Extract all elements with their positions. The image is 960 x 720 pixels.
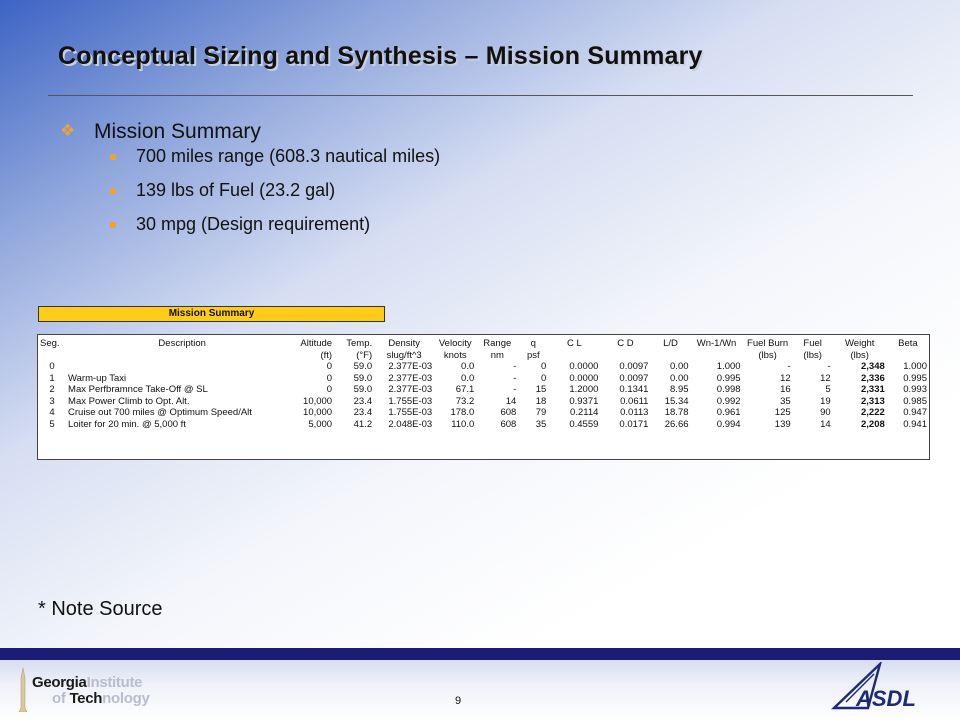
table-cell: 608 xyxy=(500,418,517,430)
unit-label: (°F) xyxy=(356,349,373,361)
table-cell: 2,313 xyxy=(860,395,885,407)
footer-bar xyxy=(0,648,960,660)
table-cell: 59.0 xyxy=(353,384,373,396)
table-cell: Cruise out 700 miles @ Optimum Speed/Alt xyxy=(68,407,252,419)
table-cell: 0.993 xyxy=(903,384,927,396)
page-number: 9 xyxy=(455,695,462,707)
table-cell: 608 xyxy=(500,407,517,419)
table-cell: 0 xyxy=(326,384,333,396)
title-divider xyxy=(48,95,913,96)
table-cell: 2.048E-03 xyxy=(388,418,433,430)
table-cell: 2,336 xyxy=(860,372,885,384)
table-cell: 0.2114 xyxy=(570,407,599,419)
square-bullet-icon xyxy=(110,222,116,228)
tower-icon xyxy=(18,668,28,712)
table-cell: 0.4559 xyxy=(569,418,599,430)
table-cell: 0.992 xyxy=(716,395,741,407)
table-cell: 0.0 xyxy=(461,361,475,373)
table-cell: 23.4 xyxy=(353,407,373,419)
table-cell: 0.9371 xyxy=(569,395,599,407)
col-header: Wn-1/Wn xyxy=(696,338,737,350)
sub-bullet-text: 700 miles range (608.3 nautical miles) xyxy=(136,146,441,166)
table-cell: 0.0611 xyxy=(620,395,649,407)
table-cell: 2,331 xyxy=(860,384,885,396)
table-cell: 0.00 xyxy=(670,372,689,384)
table-cell: 5,000 xyxy=(308,418,333,430)
mission-table xyxy=(38,335,929,430)
table-row xyxy=(38,407,929,419)
unit-label: (lbs) xyxy=(803,349,822,361)
table-cell: 2.377E-03 xyxy=(388,384,433,396)
table-cell: 0.1341 xyxy=(619,384,649,396)
table-cell: 125 xyxy=(774,407,791,419)
georgia-tech-logo xyxy=(18,664,168,712)
table-cell: 18 xyxy=(535,395,547,407)
table-row xyxy=(38,396,929,408)
table-cell: 0.0097 xyxy=(619,372,649,384)
col-header: Temp. xyxy=(346,338,373,350)
table-cell: - xyxy=(787,361,791,373)
table-cell: 2.377E-03 xyxy=(388,372,433,384)
table-cell: 5 xyxy=(825,384,831,396)
sub-bullet-text: 30 mpg (Design requirement) xyxy=(136,214,371,234)
table-units-row xyxy=(38,350,929,362)
table-cell: 139 xyxy=(774,418,791,430)
col-header: C L xyxy=(566,338,582,350)
table-cell: 0 xyxy=(541,372,547,384)
table-cell: 2,208 xyxy=(860,418,885,430)
table-cell: 2,222 xyxy=(860,407,885,419)
table-cell: 0.0113 xyxy=(620,407,649,419)
col-header: C D xyxy=(617,338,634,350)
table-cell: 1.2000 xyxy=(569,384,599,396)
table-cell: 35 xyxy=(535,418,547,430)
col-header: Fuel Burn xyxy=(747,338,789,350)
table-cell: 0 xyxy=(49,361,55,373)
table-cell: 41.2 xyxy=(353,418,373,430)
table-cell: 4 xyxy=(49,407,55,419)
col-header: L/D xyxy=(663,338,678,350)
table-row xyxy=(38,373,929,385)
col-header: Description xyxy=(158,338,206,350)
table-cell: 18.78 xyxy=(664,407,689,419)
mission-table-frame xyxy=(37,334,930,460)
table-cell: 0.0171 xyxy=(619,418,649,430)
table-row xyxy=(38,419,929,431)
table-cell: 15 xyxy=(535,384,547,396)
table-cell: 3 xyxy=(49,395,55,407)
table-cell: 23.4 xyxy=(353,395,373,407)
table-cell: Loiter for 20 min. @ 5,000 ft xyxy=(68,418,186,430)
col-header: Seg. xyxy=(40,338,60,350)
unit-label: (lbs) xyxy=(758,349,777,361)
col-header: Weight xyxy=(845,338,875,350)
table-cell: 0.947 xyxy=(903,407,927,419)
col-header: Velocity xyxy=(438,338,472,350)
table-cell: 90 xyxy=(820,407,831,419)
table-cell: 59.0 xyxy=(353,372,373,384)
table-cell: 12 xyxy=(780,372,791,384)
table-cell: 0.985 xyxy=(903,395,927,407)
table-cell: 2.377E-03 xyxy=(388,361,433,373)
table-cell: 0.0097 xyxy=(619,361,649,373)
table-cell: 1.755E-03 xyxy=(388,395,433,407)
table-cell: 10,000 xyxy=(303,395,333,407)
col-header: Fuel xyxy=(803,338,822,350)
table-cell: 0.0 xyxy=(461,372,475,384)
table-cell: 12 xyxy=(820,372,831,384)
unit-label: knots xyxy=(443,349,467,361)
table-header-row xyxy=(38,335,929,350)
table-cell: 1.755E-03 xyxy=(388,407,433,419)
table-cell: 79 xyxy=(535,407,547,419)
table-cell: 19 xyxy=(820,395,831,407)
col-header: Beta xyxy=(898,338,918,350)
col-header: q xyxy=(530,338,536,350)
table-row xyxy=(38,384,929,396)
unit-label: slug/ft^3 xyxy=(386,349,422,361)
asdl-logo-text: ASDL xyxy=(856,686,916,711)
gt-logo-line1: GeorgiaInstitute xyxy=(32,674,143,691)
table-cell: 59.0 xyxy=(353,361,373,373)
col-header: Density xyxy=(388,338,421,350)
sub-bullet-text: 139 lbs of Fuel (23.2 gal) xyxy=(136,180,336,200)
table-cell: 2,348 xyxy=(860,361,885,373)
table-cell: 67.1 xyxy=(455,384,475,396)
asdl-logo xyxy=(828,662,928,714)
table-cell: 16 xyxy=(780,384,791,396)
table-cell: 0.994 xyxy=(716,418,741,430)
table-cell: 178.0 xyxy=(450,407,475,419)
table-cell: 1 xyxy=(49,372,55,384)
table-cell: 1.000 xyxy=(903,361,927,373)
table-cell: 26.66 xyxy=(664,418,689,430)
unit-label: nm xyxy=(490,349,504,361)
table-cell: 0.00 xyxy=(670,361,689,373)
table-cell: 0.961 xyxy=(716,407,741,419)
gt-logo-line2: of Technology xyxy=(52,690,150,707)
note-source: * Note Source xyxy=(38,598,163,620)
table-row xyxy=(38,361,929,373)
unit-label: (ft) xyxy=(320,349,333,361)
table-cell: 0.998 xyxy=(716,384,741,396)
table-cell: 35 xyxy=(780,395,791,407)
table-cell: 0 xyxy=(326,361,333,373)
table-cell xyxy=(66,361,298,373)
col-header: Range xyxy=(483,338,512,350)
table-cell: 14 xyxy=(820,418,831,430)
square-bullet-icon xyxy=(110,154,116,160)
table-cell: 73.2 xyxy=(455,395,475,407)
table-cell: - xyxy=(513,384,517,396)
main-bullet-text: Mission Summary xyxy=(94,120,261,143)
mission-table-body xyxy=(38,361,929,430)
diamond-bullet-icon: ❖ xyxy=(60,121,76,140)
table-cell: 0 xyxy=(326,372,333,384)
table-cell: 0.995 xyxy=(903,372,927,384)
table-cell: - xyxy=(513,361,517,373)
mission-summary-header: Mission Summary xyxy=(38,306,385,322)
table-cell: Max Power Climb to Opt. Alt. xyxy=(68,395,190,407)
table-cell: 15.34 xyxy=(664,395,689,407)
square-bullet-icon xyxy=(110,188,116,194)
table-cell: 1.000 xyxy=(716,361,741,373)
slide-title: Conceptual Sizing and Synthesis – Mission Summary xyxy=(58,42,703,70)
table-cell: 5 xyxy=(49,418,55,430)
unit-label: (lbs) xyxy=(850,349,869,361)
table-cell: 0.995 xyxy=(716,372,741,384)
table-cell: Warm-up Taxi xyxy=(68,372,127,384)
col-header: Altitude xyxy=(300,338,333,350)
table-cell: 110.0 xyxy=(451,418,475,430)
table-cell: 14 xyxy=(505,395,517,407)
table-cell: - xyxy=(513,372,517,384)
table-cell: 10,000 xyxy=(303,407,333,419)
table-cell: 0.0000 xyxy=(569,372,599,384)
table-cell: - xyxy=(827,361,831,373)
table-cell: 0.941 xyxy=(903,418,927,430)
table-cell: 0.0000 xyxy=(569,361,599,373)
table-cell: 0 xyxy=(541,361,547,373)
table-cell: Max Perfbramnce Take-Off @ SL xyxy=(68,384,208,396)
table-cell: 2 xyxy=(49,384,55,396)
unit-label: psf xyxy=(526,349,540,361)
table-cell: 8.95 xyxy=(670,384,689,396)
